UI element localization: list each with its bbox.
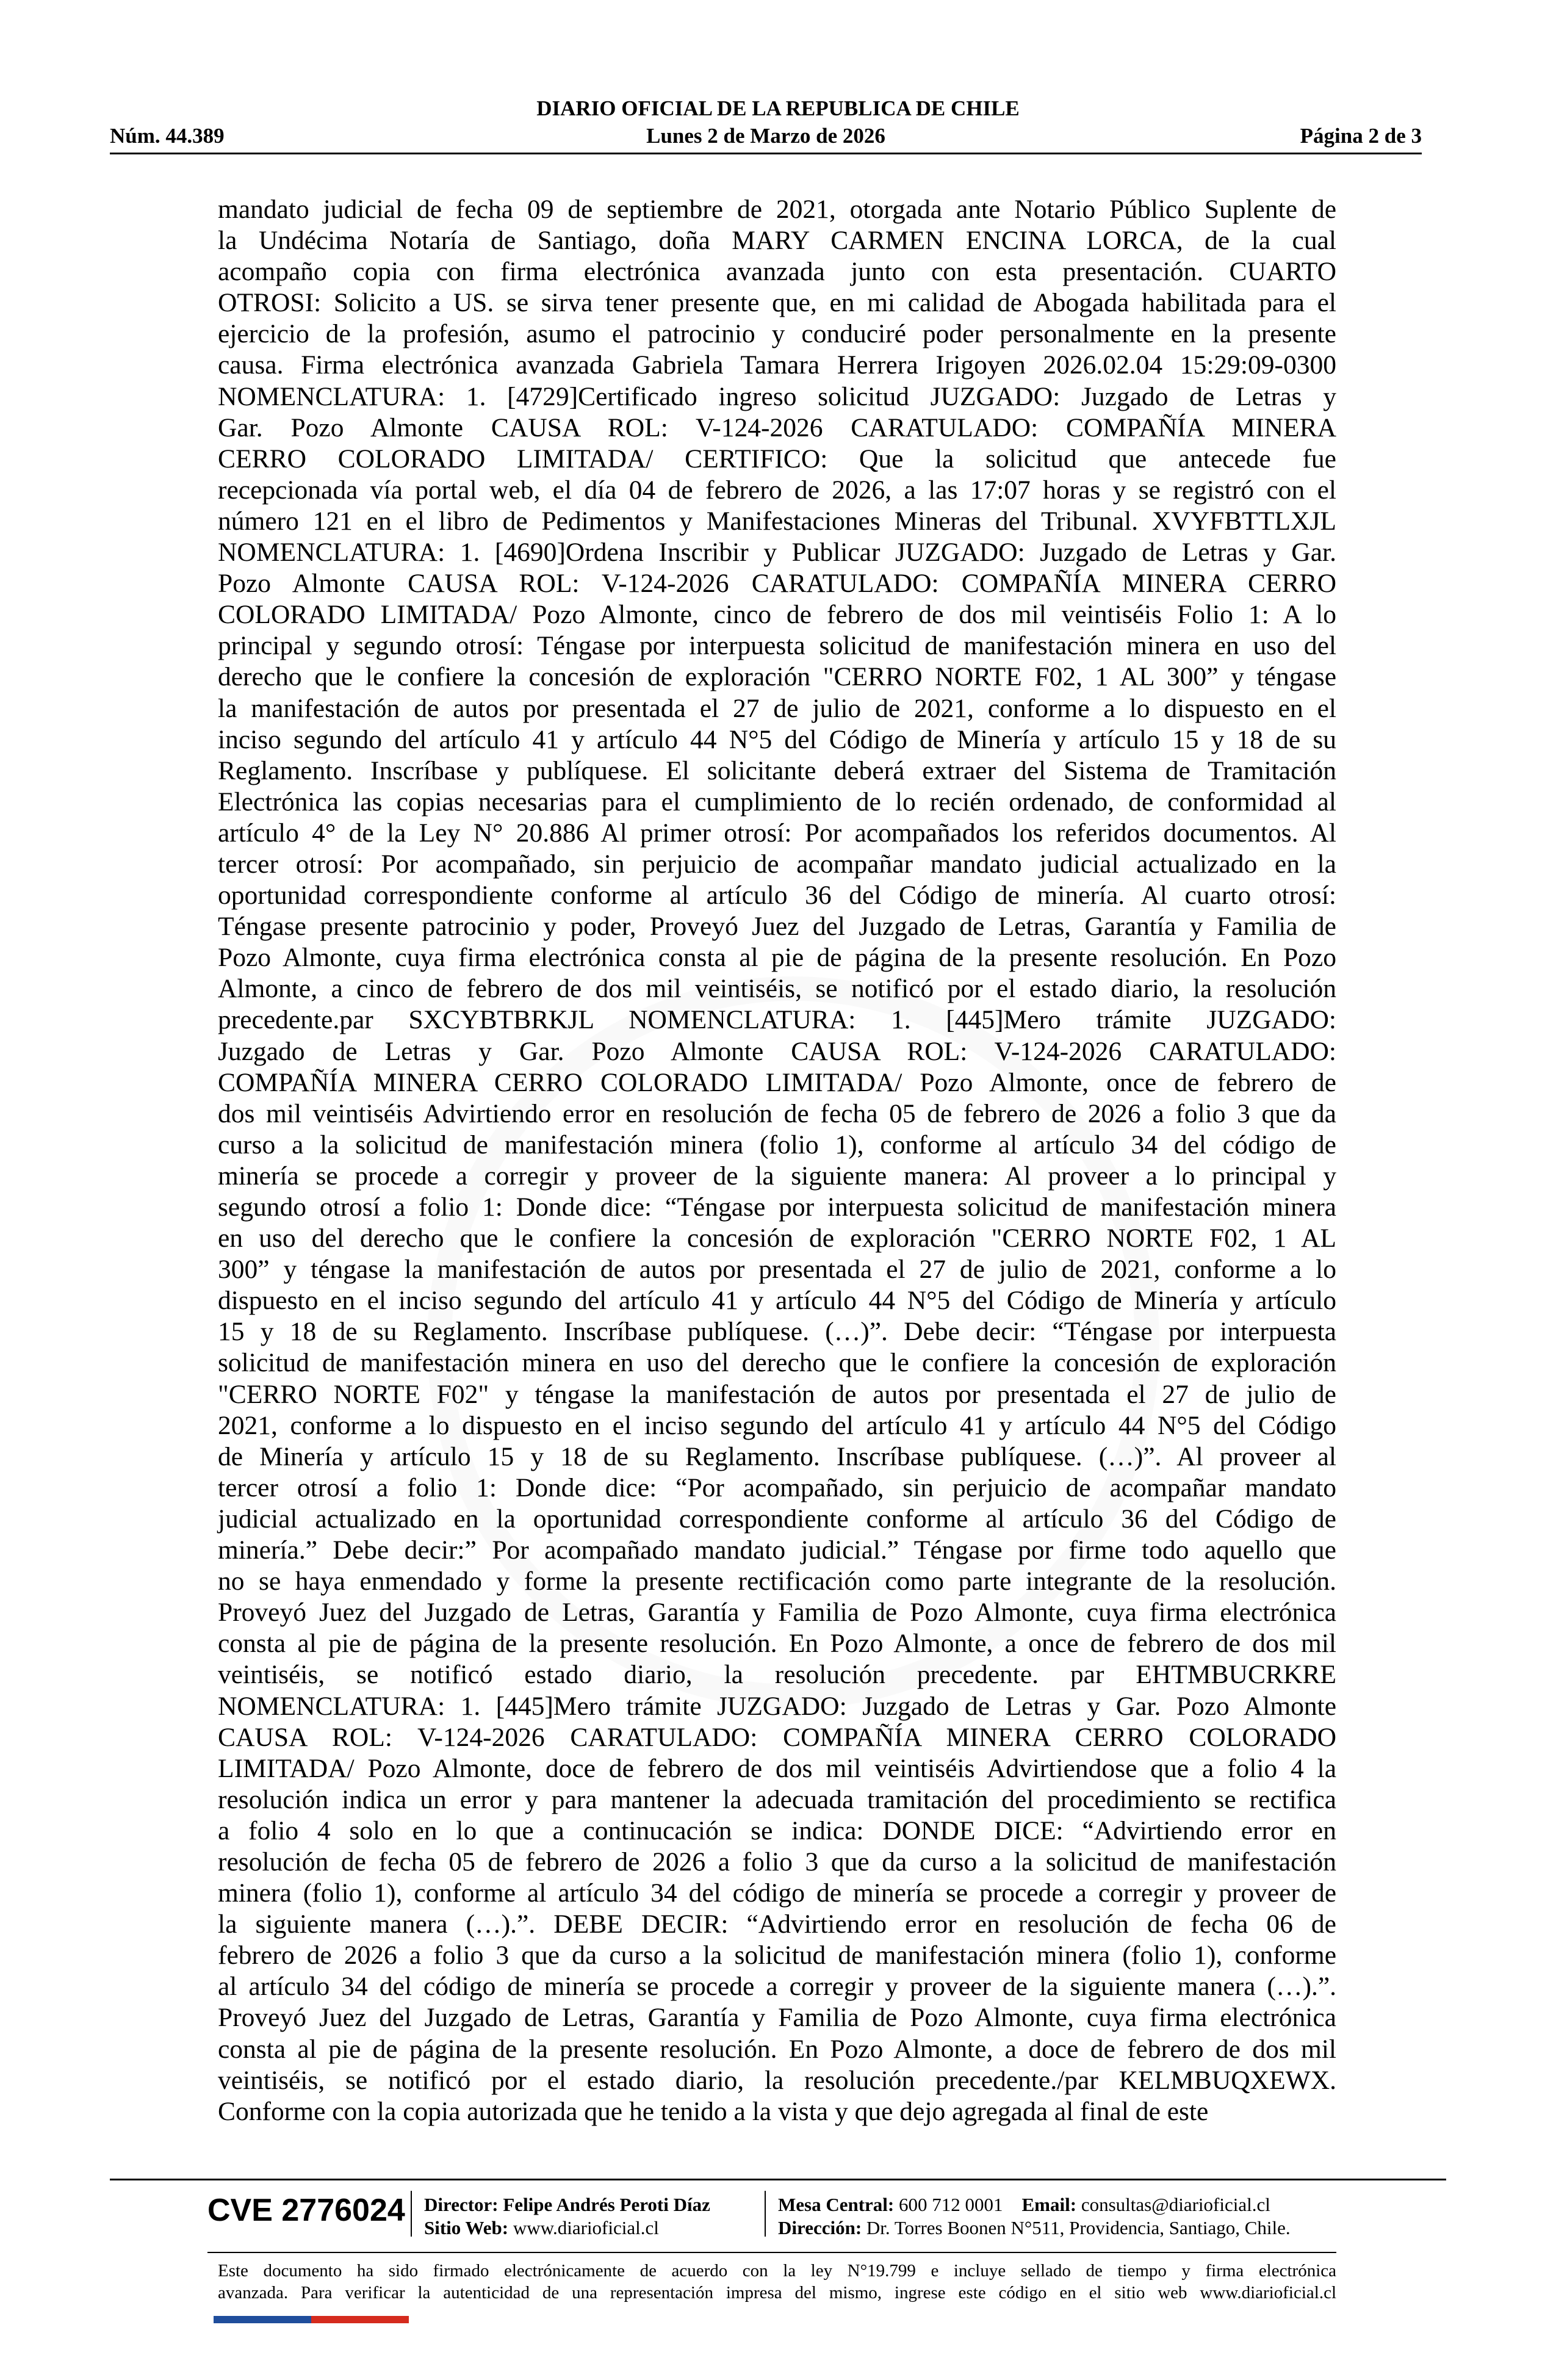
body-line: la manifestación de autos por presentada el 27 de julio de 2021, conforme a lo dispuesto en el bbox=[218, 693, 1336, 723]
body-line: 15 y 18 de su Reglamento. Inscríbase publíquese. (…)”. Debe decir: “Téngase por interpuesta bbox=[218, 1317, 1336, 1347]
body-line: Electrónica las copias necesarias para el cumplimiento de lo recién ordenado, de conformidad al bbox=[218, 787, 1336, 817]
body-line: dos mil veintiséis Advirtiendo error en resolución de fecha 05 de febrero de 2026 a folio 3 que da bbox=[218, 1098, 1336, 1128]
issue-number: Núm. 44.389 bbox=[110, 124, 225, 148]
page-number: Página 2 de 3 bbox=[1300, 124, 1422, 148]
disclaimer-line: avanzada. Para verificar la autenticidad de una representación impresa del mismo, ingrese este código en el sitio web www.diarioficial.cl bbox=[218, 2283, 1336, 2302]
body-line: OTROSI: Solicito a US. se sirva tener presente que, en mi calidad de Abogada habilitada para el bbox=[218, 288, 1336, 318]
body-line: inciso segundo del artículo 41 y artículo 44 N°5 del Código de Minería y artículo 15 y 18 de su bbox=[218, 724, 1336, 754]
disclaimer-line: Este documento ha sido firmado electrónicamente de acuerdo con la ley N°19.799 e incluye sellado de tiempo y firma electrónica bbox=[218, 2261, 1336, 2281]
body-line: veintiséis, se notificó estado diario, la resolución precedente. par EHTMBUCRKRE bbox=[218, 1660, 1336, 1690]
body-line: resolución de fecha 05 de febrero de 2026 a folio 3 que da curso a la solicitud de manifestación bbox=[218, 1847, 1336, 1877]
body-line: 300” y téngase la manifestación de autos por presentada el 27 de julio de 2021, conforme a lo bbox=[218, 1255, 1336, 1285]
body-line: consta al pie de página de la presente resolución. En Pozo Almonte, a doce de febrero de dos mil bbox=[218, 2034, 1336, 2064]
body-line: de Minería y artículo 15 y 18 de su Reglamento. Inscríbase publíquese. (…)”. Al proveer al bbox=[218, 1441, 1336, 1471]
email-link[interactable]: consultas@diarioficial.cl bbox=[1081, 2194, 1270, 2215]
cve-code: CVE 2776024 bbox=[207, 2193, 405, 2228]
body-line: febrero de 2026 a folio 3 que da curso a la solicitud de manifestación minera (folio 1), conforme bbox=[218, 1941, 1336, 1971]
footer-contact-block bbox=[778, 2193, 1291, 2240]
newspaper-title: DIARIO OFICIAL DE LA REPUBLICA DE CHILE bbox=[536, 96, 1020, 120]
website-label: Sitio Web: bbox=[424, 2217, 509, 2238]
website-link[interactable]: www.diarioficial.cl bbox=[513, 2217, 659, 2238]
body-line: segundo otrosí a folio 1: Donde dice: “Téngase por interpuesta solicitud de manifestación minera bbox=[218, 1192, 1336, 1222]
footer-separator bbox=[765, 2191, 766, 2237]
body-line: Reglamento. Inscríbase y publíquese. El solicitante deberá extraer del Sistema de Tramitación bbox=[218, 755, 1336, 785]
body-line: mandato judicial de fecha 09 de septiembre de 2021, otorgada ante Notario Público Suplente de bbox=[218, 195, 1336, 224]
body-line: curso a la solicitud de manifestación minera (folio 1), conforme al artículo 34 del código de bbox=[218, 1130, 1336, 1159]
body-line: Pozo Almonte CAUSA ROL: V-124-2026 CARATULADO: COMPAÑÍA MINERA CERRO bbox=[218, 569, 1336, 599]
body-line: CAUSA ROL: V-124-2026 CARATULADO: COMPAÑÍA MINERA CERRO COLORADO bbox=[218, 1722, 1336, 1752]
body-line: al artículo 34 del código de minería se procede a corregir y proveer de la siguiente manera (…).”. bbox=[218, 1972, 1336, 2002]
flag-stripe-blue bbox=[214, 2316, 311, 2323]
body-line: Gar. Pozo Almonte CAUSA ROL: V-124-2026 CARATULADO: COMPAÑÍA MINERA bbox=[218, 413, 1336, 442]
body-line: Almonte, a cinco de febrero de dos mil veintiséis, se notificó por el estado diario, la resolución bbox=[218, 974, 1336, 1004]
body-line: derecho que le confiere la concesión de exploración "CERRO NORTE F02, 1 AL 300” y téngase bbox=[218, 662, 1336, 692]
body-line: ejercicio de la profesión, asumo el patrocinio y conduciré poder personalmente en la presente bbox=[218, 319, 1336, 349]
body-line: a folio 4 solo en lo que a continucación se indica: DONDE DICE: “Advirtiendo error en bbox=[218, 1816, 1336, 1845]
body-line: veintiséis, se notificó por el estado diario, la resolución precedente./par KELMBUQXEWX. bbox=[218, 2065, 1336, 2095]
body-line: solicitud de manifestación minera en uso del derecho que le confiere la concesión de exploración bbox=[218, 1348, 1336, 1378]
body-line: Conforme con la copia autorizada que he tenido a la vista y que dejo agregada al final de este bbox=[218, 2096, 1209, 2126]
body-line: Proveyó Juez del Juzgado de Letras, Garantía y Familia de Pozo Almonte, cuya firma electrónica bbox=[218, 1598, 1336, 1628]
body-line: NOMENCLATURA: 1. [4729]Certificado ingreso solicitud JUZGADO: Juzgado de Letras y bbox=[218, 381, 1336, 411]
email-label: Email: bbox=[1021, 2194, 1077, 2215]
body-line: consta al pie de página de la presente resolución. En Pozo Almonte, a once de febrero de dos mil bbox=[218, 1629, 1336, 1659]
body-line: 2021, conforme a lo dispuesto en el inciso segundo del artículo 41 y artículo 44 N°5 del Código bbox=[218, 1410, 1336, 1440]
body-line: LIMITADA/ Pozo Almonte, doce de febrero de dos mil veintiséis Advirtiendose que a folio 4 la bbox=[218, 1753, 1336, 1783]
footer-director-block bbox=[424, 2193, 710, 2240]
body-line: oportunidad correspondiente conforme al artículo 36 del Código de minería. Al cuarto otrosí: bbox=[218, 881, 1336, 911]
body-line: CERRO COLORADO LIMITADA/ CERTIFICO: Que la solicitud que antecede fue bbox=[218, 444, 1336, 474]
body-line: tercer otrosí a folio 1: Donde dice: “Por acompañado, sin perjuicio de acompañar mandato bbox=[218, 1473, 1336, 1502]
director-name: Felipe Andrés Peroti Díaz bbox=[503, 2194, 710, 2215]
footer-separator bbox=[411, 2191, 412, 2237]
phone-value: 600 712 0001 bbox=[899, 2194, 1003, 2215]
issue-date: Lunes 2 de Marzo de 2026 bbox=[646, 124, 885, 148]
director-label: Director: bbox=[424, 2194, 499, 2215]
header-divider bbox=[110, 153, 1422, 154]
body-line: Juzgado de Letras y Gar. Pozo Almonte CAUSA ROL: V-124-2026 CARATULADO: bbox=[218, 1036, 1336, 1066]
footer-divider bbox=[110, 2179, 1446, 2180]
address-value: Dr. Torres Boonen N°511, Providencia, Santiago, Chile. bbox=[866, 2217, 1291, 2238]
body-line: artículo 4° de la Ley N° 20.886 Al primer otrosí: Por acompañados los referidos documentos. Al bbox=[218, 818, 1336, 848]
body-line: Téngase presente patrocinio y poder, Proveyó Juez del Juzgado de Letras, Garantía y Familia de bbox=[218, 912, 1336, 942]
body-line: judicial actualizado en la oportunidad correspondiente conforme al artículo 36 del Código de bbox=[218, 1504, 1336, 1534]
phone-label: Mesa Central: bbox=[778, 2194, 895, 2215]
body-line: NOMENCLATURA: 1. [4690]Ordena Inscribir y Publicar JUZGADO: Juzgado de Letras y Gar. bbox=[218, 538, 1336, 568]
body-line: causa. Firma electrónica avanzada Gabriela Tamara Herrera Irigoyen 2026.02.04 15:29:09-0300 bbox=[218, 350, 1336, 380]
document-body bbox=[218, 194, 1336, 2127]
body-line: minería se procede a corregir y proveer de la siguiente manera: Al proveer a lo principal y bbox=[218, 1161, 1336, 1191]
body-line: la siguiente manera (…).”. DEBE DECIR: “Advirtiendo error en resolución de fecha 06 de bbox=[218, 1909, 1336, 1939]
body-line: principal y segundo otrosí: Téngase por interpuesta solicitud de manifestación minera en uso del bbox=[218, 631, 1336, 661]
body-line: acompaño copia con firma electrónica avanzada junto con esta presentación. CUARTO bbox=[218, 257, 1336, 287]
body-line: en uso del derecho que le confiere la concesión de exploración "CERRO NORTE F02, 1 AL bbox=[218, 1224, 1336, 1253]
body-line: dispuesto en el inciso segundo del artículo 41 y artículo 44 N°5 del Código de Minería y artículo bbox=[218, 1286, 1336, 1316]
body-line: COLORADO LIMITADA/ Pozo Almonte, cinco de febrero de dos mil veintiséis Folio 1: A lo bbox=[218, 600, 1336, 630]
body-line: resolución indica un error y para mantener la adecuada tramitación del procedimiento se rectifica bbox=[218, 1784, 1336, 1814]
body-line: precedente.par SXCYBTBRKJL NOMENCLATURA: 1. [445]Mero trámite JUZGADO: bbox=[218, 1005, 1336, 1035]
body-line: no se haya enmendado y forme la presente rectificación como parte integrante de la resolución. bbox=[218, 1567, 1336, 1596]
signature-disclaimer bbox=[218, 2260, 1336, 2304]
body-line: recepcionada vía portal web, el día 04 de febrero de 2026, a las 17:07 horas y se registró con el bbox=[218, 475, 1336, 505]
address-label: Dirección: bbox=[778, 2217, 862, 2238]
body-line: Proveyó Juez del Juzgado de Letras, Garantía y Familia de Pozo Almonte, cuya firma electrónica bbox=[218, 2003, 1336, 2033]
body-line: número 121 en el libro de Pedimentos y Manifestaciones Mineras del Tribunal. XVYFBTTLXJL bbox=[218, 506, 1336, 536]
body-line: NOMENCLATURA: 1. [445]Mero trámite JUZGADO: Juzgado de Letras y Gar. Pozo Almonte bbox=[218, 1691, 1336, 1721]
body-line: minería.” Debe decir:” Por acompañado mandato judicial.” Téngase por firme todo aquello que bbox=[218, 1535, 1336, 1565]
body-line: la Undécima Notaría de Santiago, doña MARY CARMEN ENCINA LORCA, de la cual bbox=[218, 226, 1336, 256]
body-line: "CERRO NORTE F02" y téngase la manifestación de autos por presentada el 27 de julio de bbox=[218, 1379, 1336, 1409]
flag-stripe-red bbox=[311, 2316, 409, 2323]
body-line: minera (folio 1), conforme al artículo 34 del código de minería se procede a corregir y proveer de bbox=[218, 1878, 1336, 1908]
body-line: Pozo Almonte, cuya firma electrónica consta al pie de página de la presente resolución. En Pozo bbox=[218, 943, 1336, 973]
body-line: COMPAÑÍA MINERA CERRO COLORADO LIMITADA/ Pozo Almonte, once de febrero de bbox=[218, 1067, 1336, 1097]
footer-divider-2 bbox=[207, 2252, 1336, 2253]
body-line: tercer otrosí: Por acompañado, sin perjuicio de acompañar mandato judicial actualizado en la bbox=[218, 849, 1336, 879]
